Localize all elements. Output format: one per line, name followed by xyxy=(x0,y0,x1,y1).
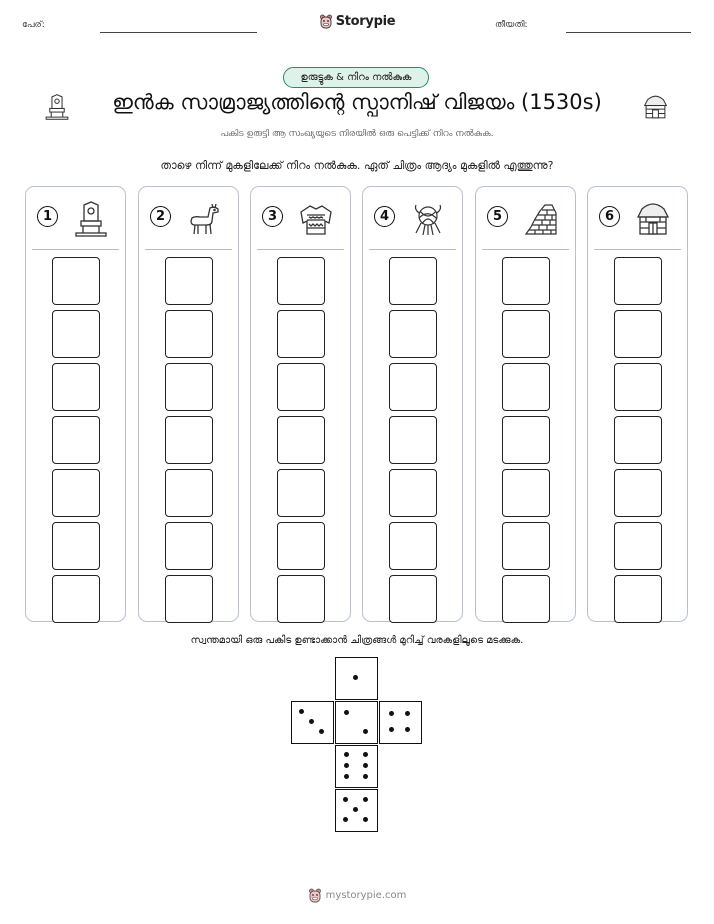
column-1 xyxy=(25,186,126,622)
color-box[interactable] xyxy=(52,310,100,358)
color-box[interactable] xyxy=(277,469,325,517)
color-box[interactable] xyxy=(277,257,325,305)
column-divider xyxy=(369,249,456,250)
color-box[interactable] xyxy=(502,575,550,623)
die-face-one xyxy=(335,657,378,700)
color-box[interactable] xyxy=(614,575,662,623)
color-box[interactable] xyxy=(502,469,550,517)
column-number: 6 xyxy=(599,206,620,227)
color-box[interactable] xyxy=(389,363,437,411)
color-box[interactable] xyxy=(52,257,100,305)
color-box[interactable] xyxy=(165,416,213,464)
date-line xyxy=(566,32,691,33)
subtitle: പകിട ഉരുട്ടി ആ സംഖ്യയുടെ നിരയിൽ ഒരു പെട്ടിക്ക് നിറം നൽകുക. xyxy=(220,129,494,139)
box-stack xyxy=(52,257,100,628)
color-box[interactable] xyxy=(277,363,325,411)
footer xyxy=(0,888,714,903)
page-title: ഇൻക സാമ്രാജ്യത്തിന്റെ സ്പാനിഷ് വിജയം (1530s) xyxy=(112,90,602,114)
color-box[interactable] xyxy=(277,416,325,464)
die-face-two xyxy=(335,701,378,744)
column-6 xyxy=(587,186,688,622)
color-box[interactable] xyxy=(389,257,437,305)
column-3 xyxy=(250,186,351,622)
color-box[interactable] xyxy=(502,310,550,358)
color-box[interactable] xyxy=(614,469,662,517)
llama-icon xyxy=(186,201,222,237)
color-box[interactable] xyxy=(52,416,100,464)
name-label: പേര്: xyxy=(22,20,45,30)
color-box[interactable] xyxy=(614,257,662,305)
box-stack xyxy=(389,257,437,628)
column-number: 4 xyxy=(374,206,395,227)
column-number: 2 xyxy=(150,206,171,227)
dice-net xyxy=(291,657,426,835)
sweater-icon xyxy=(298,201,334,237)
color-box[interactable] xyxy=(52,575,100,623)
column-number: 5 xyxy=(487,206,508,227)
box-stack xyxy=(614,257,662,628)
name-line xyxy=(100,32,257,33)
color-box[interactable] xyxy=(614,310,662,358)
throne-icon xyxy=(73,201,109,237)
brand-logo xyxy=(0,14,714,29)
color-box[interactable] xyxy=(52,363,100,411)
footer-url[interactable]: mystorypie.com xyxy=(325,890,407,901)
die-face-three xyxy=(291,701,334,744)
color-box[interactable] xyxy=(165,575,213,623)
column-4 xyxy=(362,186,463,622)
stone-house-icon xyxy=(635,201,671,237)
color-box[interactable] xyxy=(165,363,213,411)
die-face-four xyxy=(379,701,422,744)
color-box[interactable] xyxy=(165,522,213,570)
color-box[interactable] xyxy=(614,522,662,570)
color-box[interactable] xyxy=(52,469,100,517)
activity-badge: ഉരുട്ടുക & നിറം നൽകുക xyxy=(283,67,429,88)
color-box[interactable] xyxy=(165,310,213,358)
column-number: 3 xyxy=(262,206,283,227)
storypie-mascot-icon xyxy=(319,14,333,29)
color-box[interactable] xyxy=(389,575,437,623)
color-box[interactable] xyxy=(502,416,550,464)
yarn-knot-icon xyxy=(410,201,446,237)
color-box[interactable] xyxy=(277,310,325,358)
die-face-six xyxy=(335,745,378,788)
column-divider xyxy=(145,249,232,250)
column-2 xyxy=(138,186,239,622)
column-5 xyxy=(475,186,576,622)
color-box[interactable] xyxy=(614,363,662,411)
color-box[interactable] xyxy=(277,522,325,570)
color-box[interactable] xyxy=(52,522,100,570)
color-box[interactable] xyxy=(502,257,550,305)
die-face-five xyxy=(335,789,378,832)
storypie-mascot-icon xyxy=(308,888,322,903)
box-stack xyxy=(165,257,213,628)
brand-name: Storypie xyxy=(335,14,396,29)
color-box[interactable] xyxy=(165,257,213,305)
color-box[interactable] xyxy=(277,575,325,623)
date-label: തീയതി: xyxy=(495,20,528,30)
color-box[interactable] xyxy=(502,363,550,411)
stone-house-icon xyxy=(642,94,669,120)
color-box[interactable] xyxy=(614,416,662,464)
fold-instruction: സ്വന്തമായി ഒരു പകിട ഉണ്ടാക്കാൻ ചിത്രങ്ങൾ മുറിച്ച് വരകളിലൂടെ മടക്കുക. xyxy=(190,635,524,646)
column-divider xyxy=(32,249,119,250)
color-box[interactable] xyxy=(389,310,437,358)
stone-wall-icon xyxy=(523,201,559,237)
instruction: താഴെ നിന്ന് മുകളിലേക്ക് നിറം നൽകുക. ഏത് ചിത്രം ആദ്യം മുകളിൽ എത്തുന്നു? xyxy=(160,159,554,172)
column-divider xyxy=(257,249,344,250)
color-box[interactable] xyxy=(502,522,550,570)
box-stack xyxy=(502,257,550,628)
column-number: 1 xyxy=(37,206,58,227)
color-box[interactable] xyxy=(165,469,213,517)
column-divider xyxy=(482,249,569,250)
color-box[interactable] xyxy=(389,416,437,464)
color-box[interactable] xyxy=(389,522,437,570)
color-box[interactable] xyxy=(389,469,437,517)
column-divider xyxy=(594,249,681,250)
box-stack xyxy=(277,257,325,628)
